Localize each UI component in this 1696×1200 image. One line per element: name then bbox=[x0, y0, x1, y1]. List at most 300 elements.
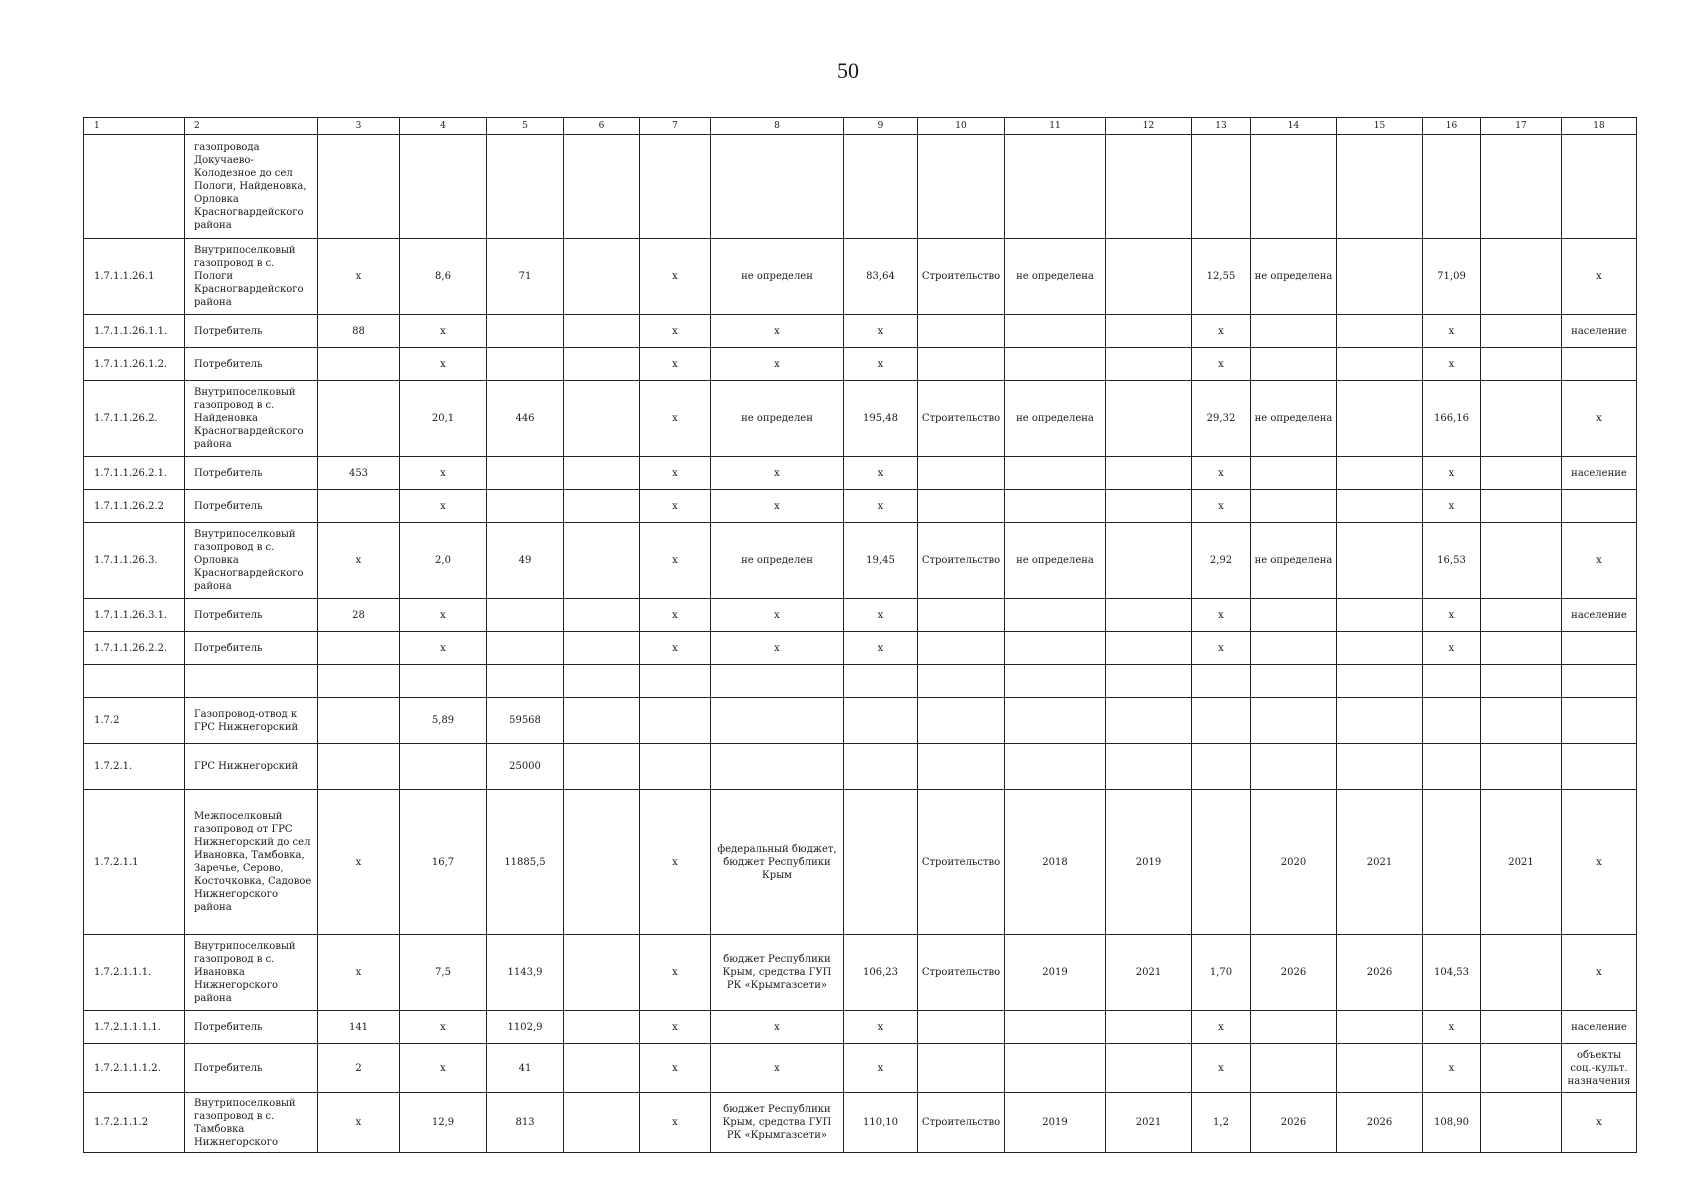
table-cell bbox=[487, 348, 564, 381]
table-cell: х bbox=[1562, 523, 1637, 599]
table-cell: х bbox=[1562, 790, 1637, 935]
table-cell: 1,70 bbox=[1192, 935, 1251, 1011]
table-cell: х bbox=[844, 1011, 918, 1044]
table-cell bbox=[318, 381, 400, 457]
table-cell bbox=[1337, 523, 1423, 599]
table-row bbox=[84, 523, 1637, 599]
table-cell bbox=[1106, 239, 1192, 315]
table-cell: 1.7.1.1.26.1.1. bbox=[84, 315, 185, 348]
table-cell bbox=[487, 457, 564, 490]
table-cell: 1.7.1.1.26.1 bbox=[84, 239, 185, 315]
table-cell bbox=[1106, 135, 1192, 239]
table-cell bbox=[1337, 239, 1423, 315]
table-cell bbox=[1192, 135, 1251, 239]
table-cell: 8,6 bbox=[400, 239, 487, 315]
table-cell: х bbox=[640, 239, 711, 315]
table-cell bbox=[1005, 698, 1106, 744]
table-cell bbox=[1005, 1011, 1106, 1044]
table-cell bbox=[1562, 665, 1637, 698]
table-cell bbox=[918, 1044, 1005, 1093]
table-row bbox=[84, 457, 1637, 490]
table-cell: х bbox=[400, 1044, 487, 1093]
table-cell: х bbox=[711, 490, 844, 523]
table-cell bbox=[1337, 490, 1423, 523]
table-cell: х bbox=[844, 315, 918, 348]
table-cell bbox=[1106, 744, 1192, 790]
table-cell: Потребитель bbox=[185, 315, 318, 348]
table-cell: 2026 bbox=[1251, 935, 1337, 1011]
table-cell bbox=[1251, 632, 1337, 665]
table-cell bbox=[1251, 315, 1337, 348]
table-cell: 12,55 bbox=[1192, 239, 1251, 315]
table-cell: х bbox=[640, 599, 711, 632]
table-cell: х bbox=[640, 632, 711, 665]
table-cell: 1.7.2.1.1.1. bbox=[84, 935, 185, 1011]
table-cell: 5,89 bbox=[400, 698, 487, 744]
table-cell bbox=[1251, 457, 1337, 490]
table-cell bbox=[1337, 599, 1423, 632]
table-cell: 1.7.1.1.26.2.2. bbox=[84, 632, 185, 665]
table-cell: 11885,5 bbox=[487, 790, 564, 935]
table-cell: х bbox=[1192, 1011, 1251, 1044]
table-cell bbox=[1481, 135, 1562, 239]
table-cell bbox=[1481, 490, 1562, 523]
table-cell: х bbox=[640, 348, 711, 381]
column-header: 9 bbox=[844, 118, 918, 135]
table-cell bbox=[1005, 348, 1106, 381]
table-cell bbox=[1106, 457, 1192, 490]
table-cell bbox=[400, 135, 487, 239]
table-cell: 2018 bbox=[1005, 790, 1106, 935]
table-cell bbox=[564, 599, 640, 632]
table-cell bbox=[1337, 1044, 1423, 1093]
table-cell bbox=[1562, 698, 1637, 744]
table-row bbox=[84, 665, 1637, 698]
table-cell: х bbox=[844, 632, 918, 665]
table-row bbox=[84, 1093, 1637, 1153]
table-cell: 16,7 bbox=[400, 790, 487, 935]
table-row bbox=[84, 632, 1637, 665]
table-cell: х bbox=[640, 790, 711, 935]
table-cell: Внутрипоселковый газопровод в с. Орловка Красногвардейского района bbox=[185, 523, 318, 599]
table-cell: х bbox=[400, 348, 487, 381]
table-cell: х bbox=[711, 457, 844, 490]
table-cell: Строительство bbox=[918, 935, 1005, 1011]
table-cell bbox=[318, 744, 400, 790]
table-cell: 1,2 bbox=[1192, 1093, 1251, 1153]
table-cell bbox=[640, 665, 711, 698]
table-cell bbox=[918, 1011, 1005, 1044]
table-cell bbox=[1481, 1011, 1562, 1044]
table-cell bbox=[1562, 632, 1637, 665]
table-cell: 108,90 bbox=[1423, 1093, 1481, 1153]
table-cell: 2021 bbox=[1106, 1093, 1192, 1153]
table-cell: не определена bbox=[1005, 523, 1106, 599]
table-cell bbox=[564, 457, 640, 490]
table-cell bbox=[400, 665, 487, 698]
table-cell: х bbox=[711, 1011, 844, 1044]
table-cell: 19,45 bbox=[844, 523, 918, 599]
table-row bbox=[84, 599, 1637, 632]
table-cell bbox=[564, 665, 640, 698]
table-cell: х bbox=[844, 457, 918, 490]
table-cell bbox=[400, 744, 487, 790]
table-cell: х bbox=[640, 490, 711, 523]
table-cell: х bbox=[318, 523, 400, 599]
table-cell: х bbox=[640, 315, 711, 348]
table-cell bbox=[1423, 135, 1481, 239]
table-cell bbox=[1251, 744, 1337, 790]
table-cell: Внутрипоселковый газопровод в с. Ивановка Нижнегорского района bbox=[185, 935, 318, 1011]
table-cell bbox=[918, 348, 1005, 381]
table-cell: 2 bbox=[318, 1044, 400, 1093]
table-cell: объекты соц.-культ. назначения bbox=[1562, 1044, 1637, 1093]
table-cell: 1.7.1.1.26.2.1. bbox=[84, 457, 185, 490]
column-header: 17 bbox=[1481, 118, 1562, 135]
table-cell bbox=[318, 665, 400, 698]
table-cell: население bbox=[1562, 1011, 1637, 1044]
table-cell: 2026 bbox=[1337, 1093, 1423, 1153]
column-header: 15 bbox=[1337, 118, 1423, 135]
table-cell: Строительство bbox=[918, 381, 1005, 457]
column-header: 6 bbox=[564, 118, 640, 135]
table-cell: х bbox=[400, 315, 487, 348]
table-cell bbox=[318, 490, 400, 523]
table-cell bbox=[1337, 632, 1423, 665]
table-cell bbox=[918, 135, 1005, 239]
table-cell: х bbox=[844, 490, 918, 523]
table-cell: х bbox=[711, 348, 844, 381]
table-cell bbox=[1106, 348, 1192, 381]
table-cell: Потребитель bbox=[185, 1044, 318, 1093]
table-row bbox=[84, 744, 1637, 790]
table-cell bbox=[564, 744, 640, 790]
table-cell bbox=[564, 1011, 640, 1044]
table-cell bbox=[1562, 135, 1637, 239]
table-cell bbox=[1106, 315, 1192, 348]
table-cell bbox=[1192, 744, 1251, 790]
table-cell: 813 bbox=[487, 1093, 564, 1153]
table-cell: х bbox=[1423, 1011, 1481, 1044]
table-cell: 1.7.1.1.26.2. bbox=[84, 381, 185, 457]
table-cell: х bbox=[1192, 348, 1251, 381]
table-cell: бюджет Республики Крым, средства ГУП РК «Крымгазсети» bbox=[711, 1093, 844, 1153]
table-cell bbox=[1005, 315, 1106, 348]
table-cell bbox=[1192, 790, 1251, 935]
table-cell: 2019 bbox=[1106, 790, 1192, 935]
table-cell: 7,5 bbox=[400, 935, 487, 1011]
table-cell bbox=[711, 135, 844, 239]
table-cell: бюджет Республики Крым, средства ГУП РК «Крымгазсети» bbox=[711, 935, 844, 1011]
table-cell: 12,9 bbox=[400, 1093, 487, 1153]
table-cell bbox=[1337, 457, 1423, 490]
table-cell: х bbox=[640, 457, 711, 490]
table-cell: х bbox=[1192, 457, 1251, 490]
table-cell: х bbox=[1423, 599, 1481, 632]
table-cell: население bbox=[1562, 599, 1637, 632]
table-cell: Потребитель bbox=[185, 348, 318, 381]
table-cell bbox=[1106, 1044, 1192, 1093]
table-cell bbox=[487, 632, 564, 665]
table-cell: Внутрипоселковый газопровод в с. Пологи Красногвардейского района bbox=[185, 239, 318, 315]
table-cell: 453 bbox=[318, 457, 400, 490]
table-cell bbox=[564, 135, 640, 239]
table-cell bbox=[918, 632, 1005, 665]
table-cell: 166,16 bbox=[1423, 381, 1481, 457]
column-header: 12 bbox=[1106, 118, 1192, 135]
table-cell bbox=[1192, 698, 1251, 744]
table-cell: 1.7.2.1. bbox=[84, 744, 185, 790]
table-cell bbox=[844, 790, 918, 935]
table-cell: х bbox=[1423, 490, 1481, 523]
table-row bbox=[84, 1044, 1637, 1093]
table-cell bbox=[918, 490, 1005, 523]
table-cell bbox=[640, 744, 711, 790]
table-cell: Потребитель bbox=[185, 632, 318, 665]
table-cell bbox=[640, 135, 711, 239]
data-table bbox=[83, 117, 1637, 1153]
table-row bbox=[84, 1011, 1637, 1044]
table-cell: не определена bbox=[1251, 381, 1337, 457]
table-row bbox=[84, 698, 1637, 744]
table-cell: 29,32 bbox=[1192, 381, 1251, 457]
table-cell: Газопровод-отвод к ГРС Нижнегорский bbox=[185, 698, 318, 744]
table-cell: газопровода Докучаево-Колодезное до сел Пологи, Найденовка, Орловка Красногвардейского района bbox=[185, 135, 318, 239]
table-cell: 1.7.1.1.26.3.1. bbox=[84, 599, 185, 632]
table-cell: 20,1 bbox=[400, 381, 487, 457]
table-row bbox=[84, 135, 1637, 239]
table-cell: 2021 bbox=[1481, 790, 1562, 935]
table-cell bbox=[844, 135, 918, 239]
table-cell: 88 bbox=[318, 315, 400, 348]
table-cell: 195,48 bbox=[844, 381, 918, 457]
table-cell: 1.7.2.1.1.1.1. bbox=[84, 1011, 185, 1044]
table-row bbox=[84, 315, 1637, 348]
table-cell bbox=[918, 599, 1005, 632]
table-cell bbox=[1337, 315, 1423, 348]
column-header: 18 bbox=[1562, 118, 1637, 135]
column-header: 1 bbox=[84, 118, 185, 135]
table-cell bbox=[564, 1093, 640, 1153]
table-cell bbox=[318, 698, 400, 744]
table-cell: Межпоселковый газопровод от ГРС Нижнегорский до сел Ивановка, Тамбовка, Заречье, Серово, Косточковка, Садовое Нижнегорского района bbox=[185, 790, 318, 935]
table-cell bbox=[1481, 935, 1562, 1011]
table-cell: х bbox=[1192, 632, 1251, 665]
table-cell bbox=[1005, 457, 1106, 490]
table-cell bbox=[1337, 744, 1423, 790]
table-cell bbox=[1562, 744, 1637, 790]
table-cell: х bbox=[640, 1093, 711, 1153]
table-cell bbox=[918, 698, 1005, 744]
table-cell bbox=[1481, 348, 1562, 381]
table-cell: Внутрипоселковый газопровод в с. Тамбовка Нижнегорского bbox=[185, 1093, 318, 1153]
table-cell: 2026 bbox=[1251, 1093, 1337, 1153]
table-cell: 1.7.2.1.1.2 bbox=[84, 1093, 185, 1153]
table-cell bbox=[1337, 1011, 1423, 1044]
table-cell: Потребитель bbox=[185, 490, 318, 523]
table-cell: 110,10 bbox=[844, 1093, 918, 1153]
table-cell: 16,53 bbox=[1423, 523, 1481, 599]
table-cell: Потребитель bbox=[185, 457, 318, 490]
page-number: 50 bbox=[837, 58, 859, 83]
column-header: 3 bbox=[318, 118, 400, 135]
table-cell: население bbox=[1562, 457, 1637, 490]
table-cell bbox=[564, 523, 640, 599]
table-cell bbox=[1337, 381, 1423, 457]
table-cell: х bbox=[400, 490, 487, 523]
table-cell: не определен bbox=[711, 239, 844, 315]
table-cell: 49 bbox=[487, 523, 564, 599]
table-cell: х bbox=[1562, 1093, 1637, 1153]
table-cell: не определена bbox=[1005, 381, 1106, 457]
table-cell bbox=[318, 135, 400, 239]
table-cell bbox=[844, 665, 918, 698]
table-cell: не определена bbox=[1251, 239, 1337, 315]
table-cell: 446 bbox=[487, 381, 564, 457]
table-cell: не определен bbox=[711, 381, 844, 457]
table-cell bbox=[318, 348, 400, 381]
table-cell: Строительство bbox=[918, 523, 1005, 599]
table-cell: 2,0 bbox=[400, 523, 487, 599]
table-cell bbox=[1005, 1044, 1106, 1093]
table-cell bbox=[1251, 348, 1337, 381]
table-cell bbox=[1106, 523, 1192, 599]
table-cell bbox=[1481, 1044, 1562, 1093]
table-cell bbox=[918, 744, 1005, 790]
table-cell: х bbox=[711, 1044, 844, 1093]
column-header: 11 bbox=[1005, 118, 1106, 135]
table-cell: 2019 bbox=[1005, 1093, 1106, 1153]
table-cell bbox=[564, 315, 640, 348]
table-cell: 59568 bbox=[487, 698, 564, 744]
table-cell: население bbox=[1562, 315, 1637, 348]
table-cell bbox=[1481, 523, 1562, 599]
table-cell: 2021 bbox=[1106, 935, 1192, 1011]
table-cell: 2019 bbox=[1005, 935, 1106, 1011]
table-cell: х bbox=[1562, 381, 1637, 457]
table-cell: х bbox=[711, 632, 844, 665]
table-row bbox=[84, 790, 1637, 935]
table-cell: х bbox=[640, 935, 711, 1011]
table-cell: не определена bbox=[1005, 239, 1106, 315]
table-cell: 71 bbox=[487, 239, 564, 315]
table-cell bbox=[1106, 381, 1192, 457]
table-cell bbox=[564, 632, 640, 665]
table-cell: х bbox=[318, 935, 400, 1011]
table-cell bbox=[1481, 698, 1562, 744]
table-cell bbox=[564, 490, 640, 523]
table-cell bbox=[918, 315, 1005, 348]
table-cell bbox=[1481, 665, 1562, 698]
table-cell: 83,64 bbox=[844, 239, 918, 315]
table-cell bbox=[1106, 698, 1192, 744]
table-cell bbox=[1251, 698, 1337, 744]
table-cell bbox=[711, 665, 844, 698]
table-cell: х bbox=[1423, 632, 1481, 665]
table-cell bbox=[844, 698, 918, 744]
table-row bbox=[84, 490, 1637, 523]
table-cell bbox=[1337, 698, 1423, 744]
table-cell bbox=[564, 1044, 640, 1093]
table-row bbox=[84, 348, 1637, 381]
table-cell bbox=[1481, 599, 1562, 632]
table-cell bbox=[1481, 315, 1562, 348]
column-header: 14 bbox=[1251, 118, 1337, 135]
table-cell bbox=[564, 381, 640, 457]
table-cell bbox=[487, 490, 564, 523]
column-header: 4 bbox=[400, 118, 487, 135]
column-header: 2 bbox=[185, 118, 318, 135]
header-row bbox=[84, 118, 1637, 135]
table-cell bbox=[1423, 790, 1481, 935]
table-cell bbox=[1562, 348, 1637, 381]
table-cell: Строительство bbox=[918, 790, 1005, 935]
table-cell bbox=[487, 599, 564, 632]
column-header: 5 bbox=[487, 118, 564, 135]
table-cell bbox=[1481, 381, 1562, 457]
table-cell bbox=[1562, 490, 1637, 523]
table-cell bbox=[711, 698, 844, 744]
table-cell: х bbox=[400, 1011, 487, 1044]
table-cell: 1.7.2.1.1.1.2. bbox=[84, 1044, 185, 1093]
table-cell: х bbox=[1192, 1044, 1251, 1093]
table-cell bbox=[1106, 599, 1192, 632]
table-cell: не определена bbox=[1251, 523, 1337, 599]
table-cell: федеральный бюджет, бюджет Республики Крым bbox=[711, 790, 844, 935]
table-cell bbox=[84, 135, 185, 239]
table-cell: 1102,9 bbox=[487, 1011, 564, 1044]
table-cell: х bbox=[711, 599, 844, 632]
table-cell bbox=[1423, 744, 1481, 790]
table-cell: х bbox=[1192, 599, 1251, 632]
column-header: 7 bbox=[640, 118, 711, 135]
table-cell: х bbox=[844, 348, 918, 381]
table-cell bbox=[844, 744, 918, 790]
table-cell: 41 bbox=[487, 1044, 564, 1093]
table-cell: х bbox=[318, 1093, 400, 1153]
table-cell: 2026 bbox=[1337, 935, 1423, 1011]
table-cell bbox=[487, 665, 564, 698]
table-cell: х bbox=[318, 239, 400, 315]
table-cell bbox=[564, 239, 640, 315]
table-cell: Потребитель bbox=[185, 1011, 318, 1044]
table-cell: 1143,9 bbox=[487, 935, 564, 1011]
table-cell: х bbox=[640, 1011, 711, 1044]
table-cell bbox=[1106, 665, 1192, 698]
table-cell: х bbox=[1192, 490, 1251, 523]
table-cell: 71,09 bbox=[1423, 239, 1481, 315]
table-cell bbox=[564, 790, 640, 935]
table-cell: 1.7.2.1.1 bbox=[84, 790, 185, 935]
table-cell: х bbox=[1562, 935, 1637, 1011]
table-cell: х bbox=[1562, 239, 1637, 315]
table-cell: х bbox=[844, 1044, 918, 1093]
table-cell: х bbox=[1423, 348, 1481, 381]
table-cell bbox=[1481, 457, 1562, 490]
table-cell bbox=[1005, 135, 1106, 239]
table-cell: х bbox=[400, 599, 487, 632]
table-cell: х bbox=[711, 315, 844, 348]
table-cell bbox=[487, 315, 564, 348]
table-cell bbox=[564, 698, 640, 744]
column-header: 16 bbox=[1423, 118, 1481, 135]
table-cell bbox=[84, 665, 185, 698]
table-cell: не определен bbox=[711, 523, 844, 599]
table-cell bbox=[1251, 665, 1337, 698]
table-cell: 141 bbox=[318, 1011, 400, 1044]
table-cell bbox=[1005, 632, 1106, 665]
table-cell bbox=[1106, 632, 1192, 665]
